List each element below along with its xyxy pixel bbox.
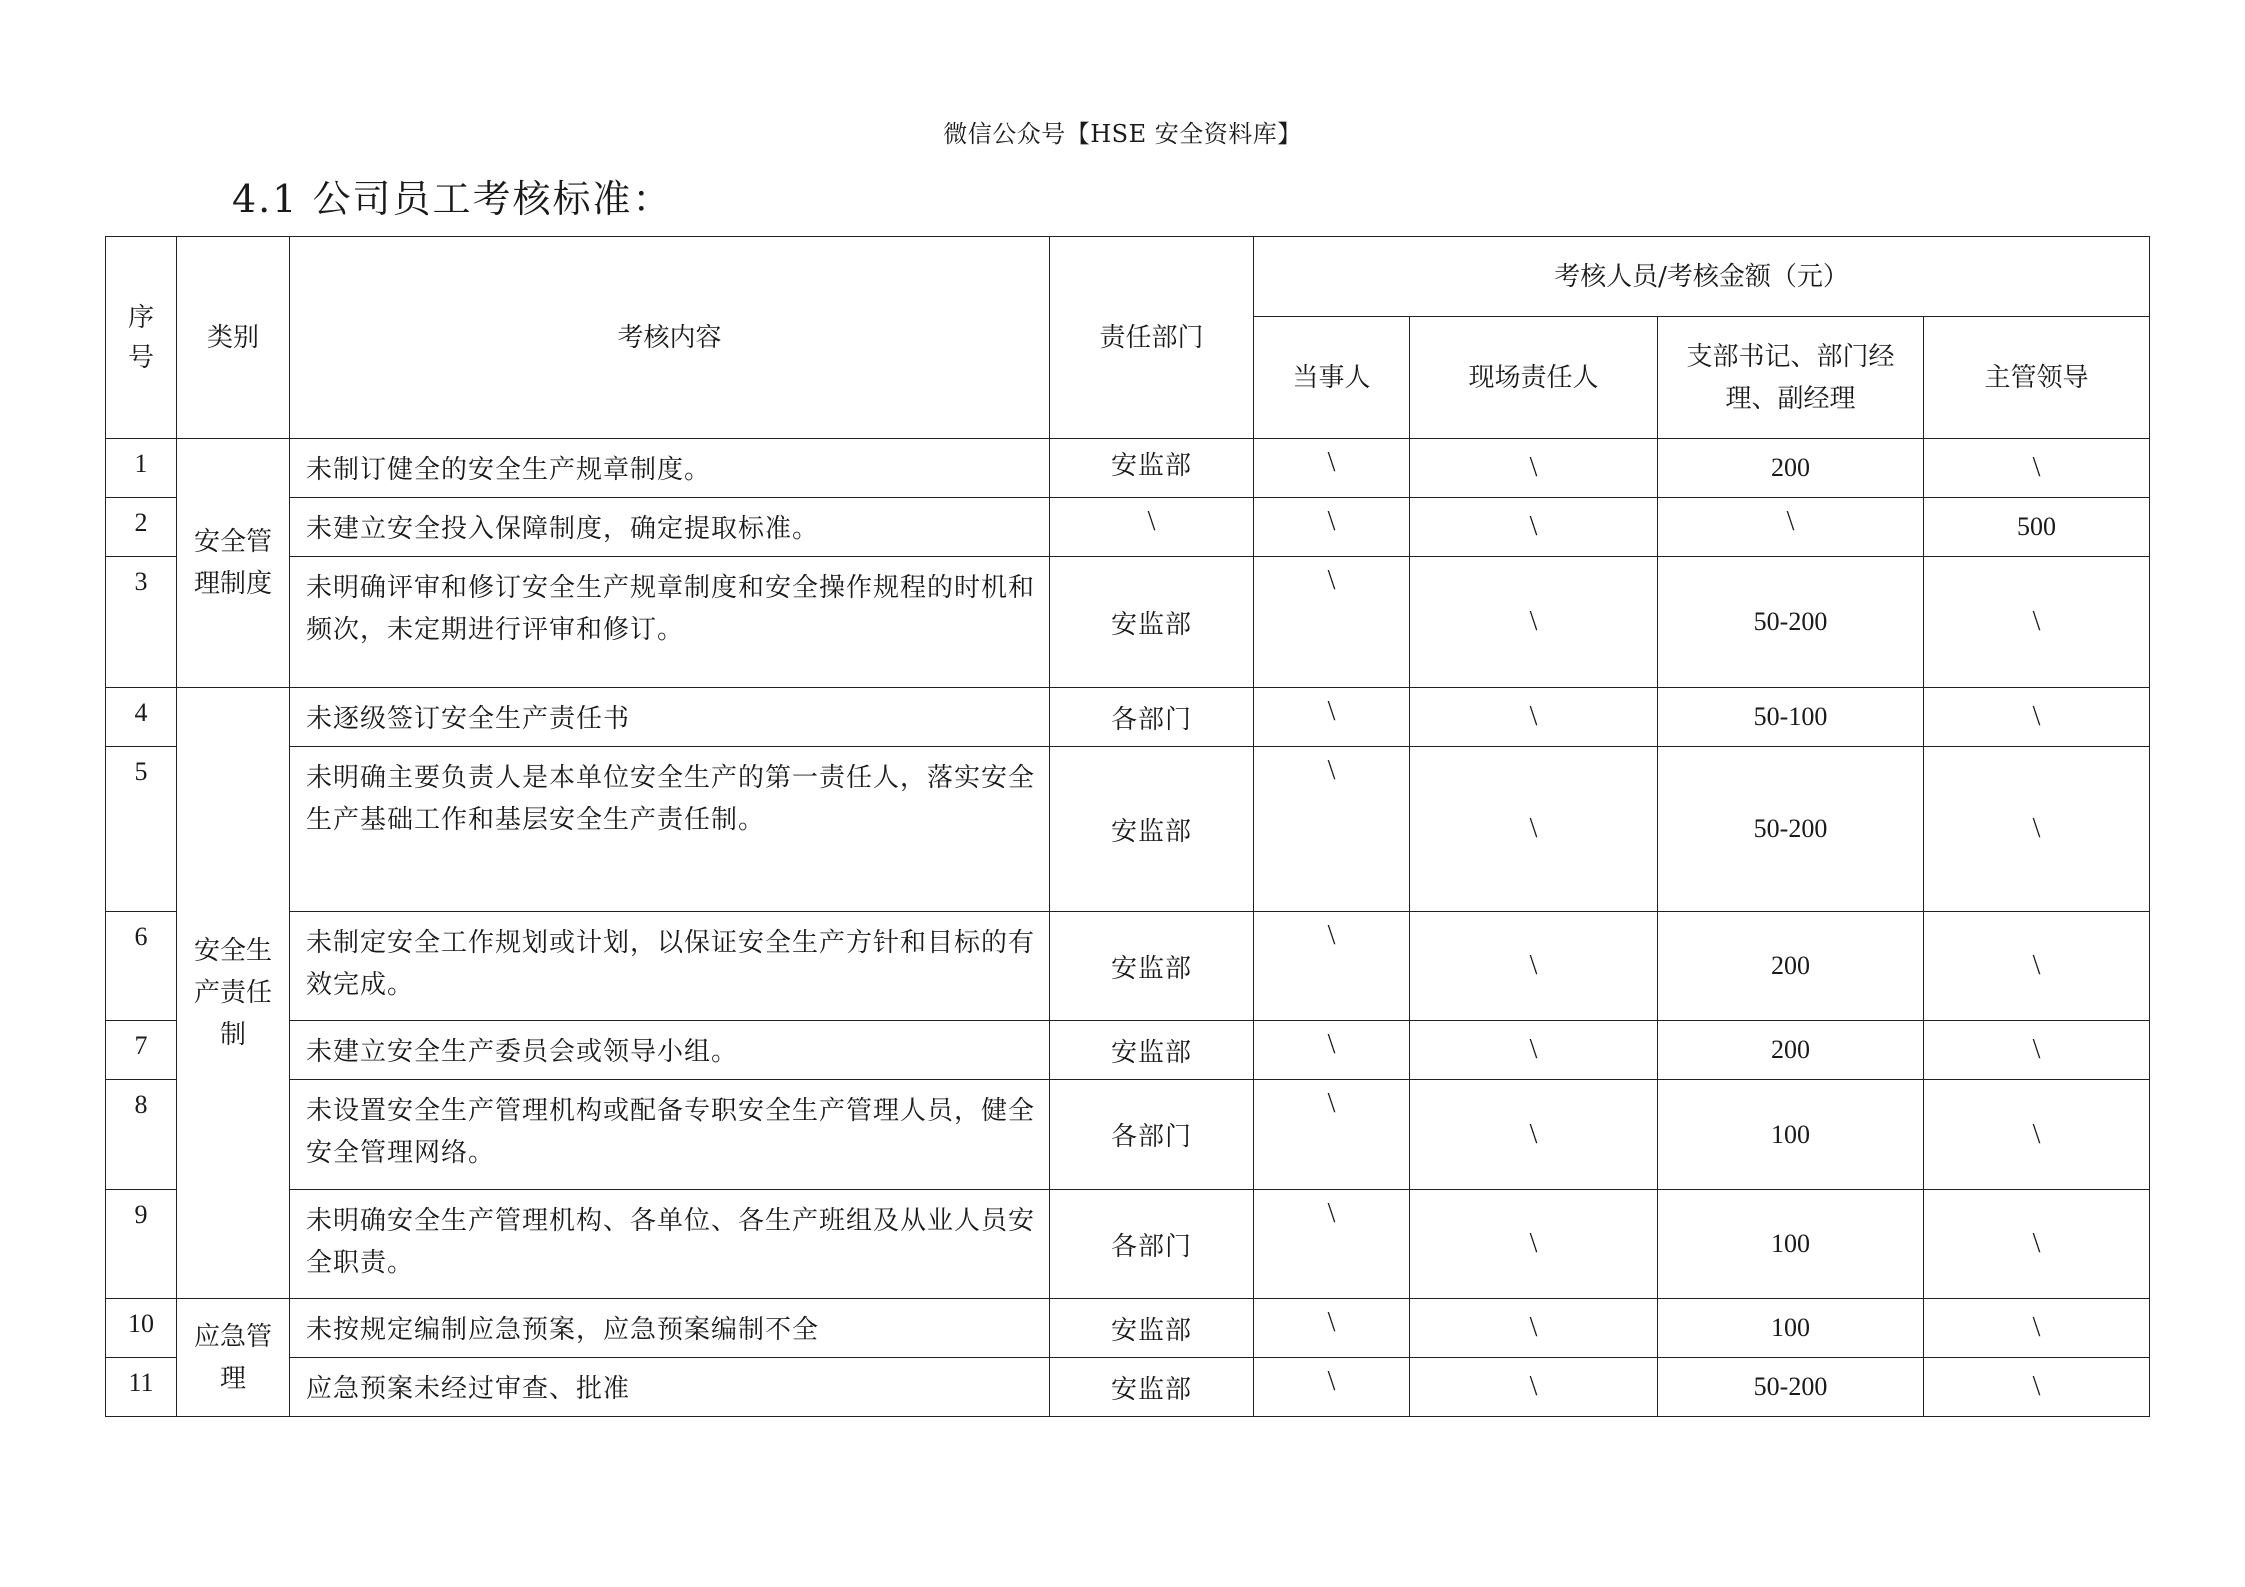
- row-site: \: [1410, 1299, 1658, 1358]
- table-row: [106, 439, 2150, 498]
- header-group: 考核人员/考核金额（元）: [1254, 237, 2150, 317]
- row-content: 未建立安全生产委员会或领导小组。: [290, 1021, 1050, 1080]
- header-dept: 责任部门: [1050, 237, 1254, 439]
- row-dept: 各部门: [1050, 1080, 1254, 1190]
- row-party: \: [1254, 1358, 1410, 1417]
- row-site: \: [1410, 1358, 1658, 1417]
- row-dept: 各部门: [1050, 688, 1254, 747]
- header-row: [106, 237, 2150, 317]
- row-branch: 200: [1658, 912, 1924, 1021]
- row-dept: 安监部: [1050, 1299, 1254, 1358]
- row-branch: \: [1658, 498, 1924, 557]
- row-leader: \: [1924, 747, 2150, 912]
- table-row: [106, 1021, 2150, 1080]
- table-row: [106, 498, 2150, 557]
- row-branch: 50-100: [1658, 688, 1924, 747]
- row-dept: 安监部: [1050, 1021, 1254, 1080]
- row-branch: 100: [1658, 1080, 1924, 1190]
- header-category: 类别: [177, 237, 290, 439]
- row-leader: \: [1924, 912, 2150, 1021]
- row-number: 11: [106, 1358, 177, 1417]
- category-cell: 安全生产责任制: [177, 688, 290, 1299]
- row-site: \: [1410, 557, 1658, 688]
- category-cell: 安全管理制度: [177, 439, 290, 688]
- row-number: 4: [106, 688, 177, 747]
- header-branch: 支部书记、部门经理、副经理: [1658, 317, 1924, 439]
- table-row: [106, 1358, 2150, 1417]
- row-number: 5: [106, 747, 177, 912]
- row-party: \: [1254, 1190, 1410, 1299]
- row-leader: \: [1924, 1190, 2150, 1299]
- row-number: 1: [106, 439, 177, 498]
- row-content: 未明确安全生产管理机构、各单位、各生产班组及从业人员安全职责。: [290, 1190, 1050, 1299]
- row-dept: \: [1050, 498, 1254, 557]
- row-dept: 安监部: [1050, 747, 1254, 912]
- row-party: \: [1254, 498, 1410, 557]
- row-party: \: [1254, 747, 1410, 912]
- row-site: \: [1410, 912, 1658, 1021]
- assessment-table: [105, 236, 2150, 1417]
- row-branch: 50-200: [1658, 557, 1924, 688]
- row-party: \: [1254, 439, 1410, 498]
- row-site: \: [1410, 1190, 1658, 1299]
- row-number: 2: [106, 498, 177, 557]
- row-content: 未制订健全的安全生产规章制度。: [290, 439, 1050, 498]
- row-content: 未设置安全生产管理机构或配备专职安全生产管理人员，健全安全管理网络。: [290, 1080, 1050, 1190]
- row-leader: \: [1924, 439, 2150, 498]
- watermark-text: 微信公众号【HSE 安全资料库】: [943, 120, 1302, 148]
- row-number: 6: [106, 912, 177, 1021]
- row-branch: 50-200: [1658, 1358, 1924, 1417]
- row-branch: 100: [1658, 1299, 1924, 1358]
- row-party: \: [1254, 688, 1410, 747]
- row-content: 未制定安全工作规划或计划，以保证安全生产方针和目标的有效完成。: [290, 912, 1050, 1021]
- row-party: \: [1254, 912, 1410, 1021]
- row-site: \: [1410, 747, 1658, 912]
- table-row: [106, 1080, 2150, 1190]
- row-site: \: [1410, 498, 1658, 557]
- row-site: \: [1410, 1080, 1658, 1190]
- row-leader: \: [1924, 1299, 2150, 1358]
- row-party: \: [1254, 1299, 1410, 1358]
- table-row: [106, 688, 2150, 747]
- row-dept: 各部门: [1050, 1190, 1254, 1299]
- row-content: 未按规定编制应急预案，应急预案编制不全: [290, 1299, 1050, 1358]
- row-content: 应急预案未经过审查、批准: [290, 1358, 1050, 1417]
- row-branch: 50-200: [1658, 747, 1924, 912]
- table-row: [106, 747, 2150, 912]
- header-site: 现场责任人: [1410, 317, 1658, 439]
- row-site: \: [1410, 688, 1658, 747]
- row-leader: \: [1924, 1358, 2150, 1417]
- row-dept: 安监部: [1050, 912, 1254, 1021]
- row-content: 未建立安全投入保障制度，确定提取标准。: [290, 498, 1050, 557]
- table-row: [106, 557, 2150, 688]
- row-number: 10: [106, 1299, 177, 1358]
- row-branch: 100: [1658, 1190, 1924, 1299]
- row-party: \: [1254, 1080, 1410, 1190]
- row-site: \: [1410, 439, 1658, 498]
- table-row: [106, 1190, 2150, 1299]
- row-dept: 安监部: [1050, 557, 1254, 688]
- header-party: 当事人: [1254, 317, 1410, 439]
- header-seq: 序号: [106, 237, 177, 439]
- row-number: 8: [106, 1080, 177, 1190]
- row-dept: 安监部: [1050, 1358, 1254, 1417]
- row-branch: 200: [1658, 1021, 1924, 1080]
- row-content: 未逐级签订安全生产责任书: [290, 688, 1050, 747]
- row-content: 未明确主要负责人是本单位安全生产的第一责任人，落实安全生产基础工作和基层安全生产责任制。: [290, 747, 1050, 912]
- row-leader: \: [1924, 1080, 2150, 1190]
- row-dept: 安监部: [1050, 439, 1254, 498]
- category-cell: 应急管理: [177, 1299, 290, 1417]
- row-leader: 500: [1924, 498, 2150, 557]
- header-content: 考核内容: [290, 237, 1050, 439]
- row-site: \: [1410, 1021, 1658, 1080]
- row-number: 3: [106, 557, 177, 688]
- table-row: [106, 1299, 2150, 1358]
- row-leader: \: [1924, 557, 2150, 688]
- page-title: 4.1 公司员工考核标准：: [232, 177, 673, 221]
- row-number: 9: [106, 1190, 177, 1299]
- row-content: 未明确评审和修订安全生产规章制度和安全操作规程的时机和频次，未定期进行评审和修订。: [290, 557, 1050, 688]
- table-row: [106, 912, 2150, 1021]
- row-party: \: [1254, 557, 1410, 688]
- row-number: 7: [106, 1021, 177, 1080]
- row-leader: \: [1924, 688, 2150, 747]
- row-branch: 200: [1658, 439, 1924, 498]
- header-leader: 主管领导: [1924, 317, 2150, 439]
- row-party: \: [1254, 1021, 1410, 1080]
- row-leader: \: [1924, 1021, 2150, 1080]
